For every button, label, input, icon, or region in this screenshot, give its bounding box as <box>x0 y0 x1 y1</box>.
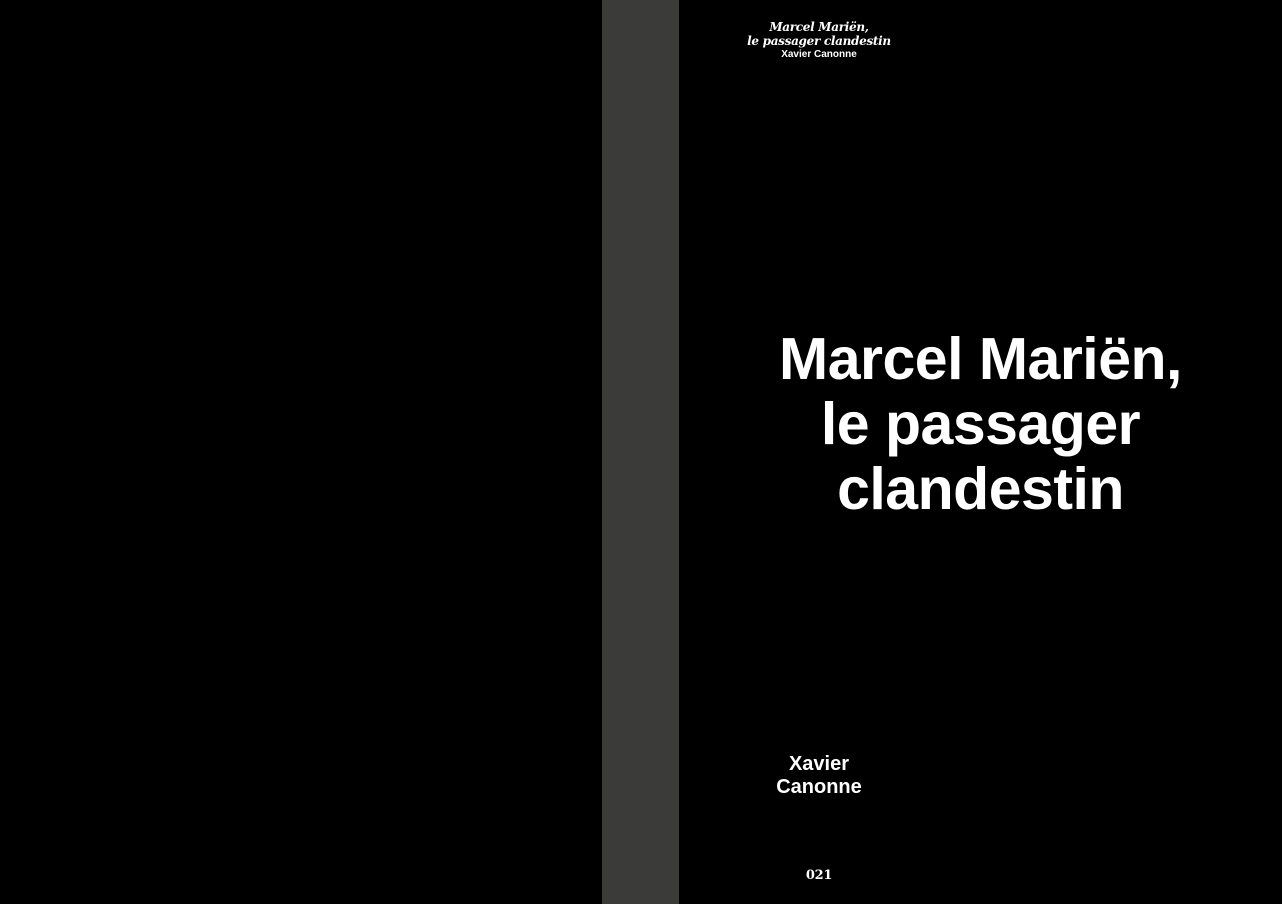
page-number: 021 <box>805 868 833 883</box>
author-name <box>776 753 862 798</box>
author-first-name: Xavier <box>788 753 850 775</box>
page-title-line3: clandestin <box>837 456 1124 522</box>
left-page <box>0 0 602 904</box>
running-header-title-line2: le passager clandestin <box>747 33 891 48</box>
page-title-line2: le passager <box>820 391 1141 457</box>
running-header-title-line1: Marcel Mariën, <box>769 20 869 34</box>
right-page <box>679 0 1282 904</box>
author-last-name: Canonne <box>776 775 862 798</box>
running-header-author: Xavier Canonne <box>781 49 857 60</box>
running-header <box>747 21 891 61</box>
page-title-line1: Marcel Mariën, <box>779 326 1182 392</box>
spine-gutter <box>602 0 679 904</box>
page-title <box>679 327 1282 522</box>
